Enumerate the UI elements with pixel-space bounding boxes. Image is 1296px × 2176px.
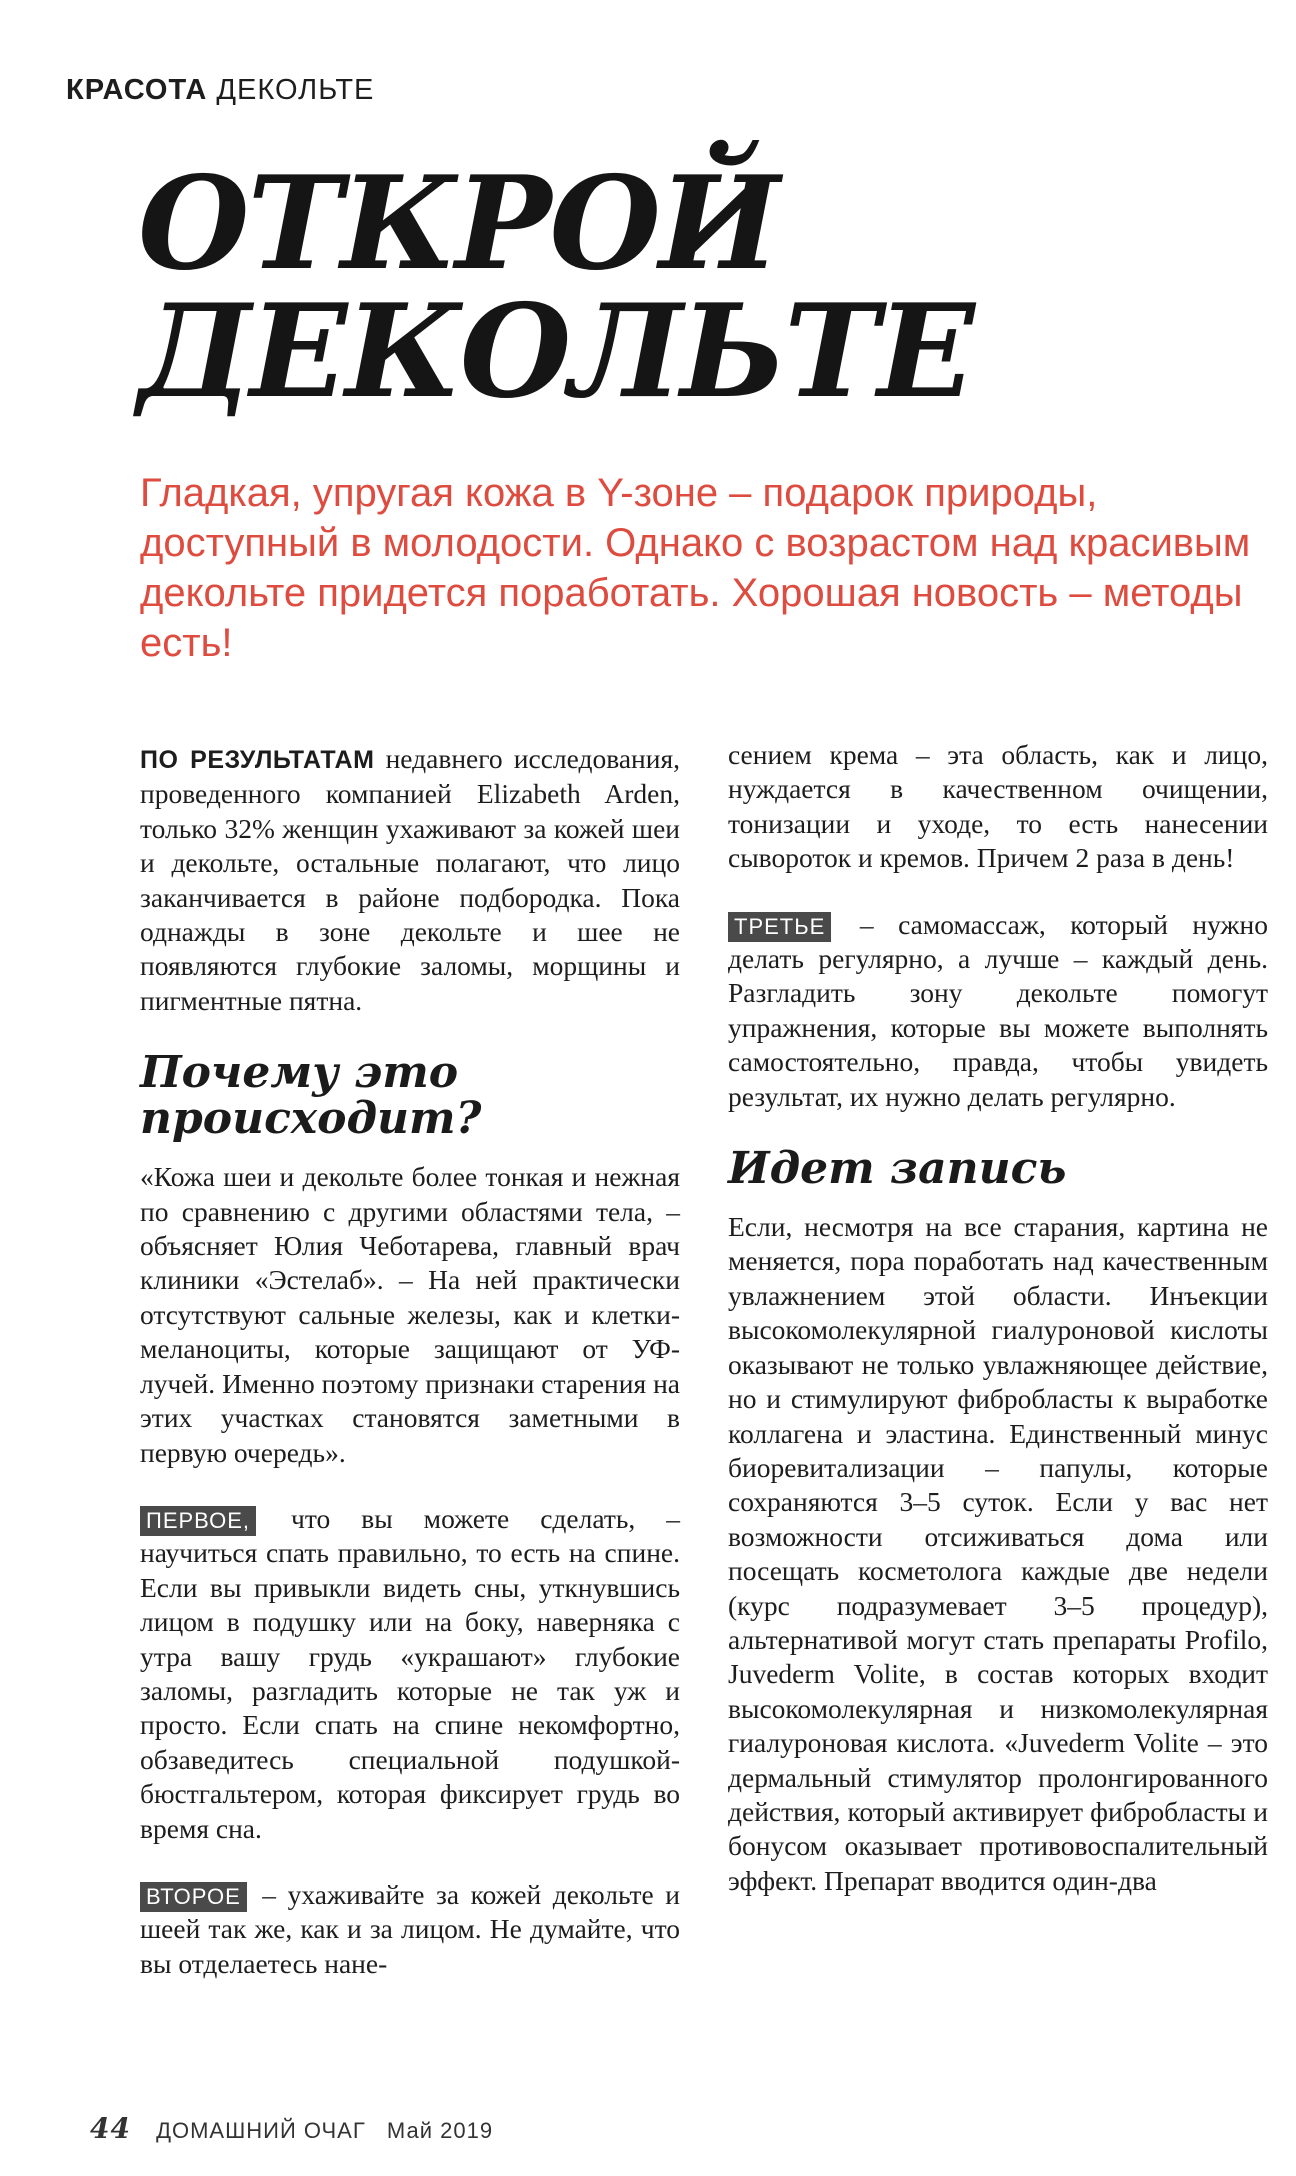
- column-left: [140, 742, 680, 1981]
- intro-paragraph: [140, 742, 680, 1018]
- article-lead: Гладкая, упругая кожа в Y-зоне – подарок природы, доступный в молодости. Однако с возрастом над красивым декольте придется поработать. Хорошая новость – методы есть!: [140, 471, 1251, 665]
- second-tip-continued: сением крема – эта область, как и лицо, нуждается в качественном очищении, тонизации и уходе, то есть нанесении сывороток и кремов. Причем 2 раза в день!: [728, 739, 1268, 874]
- second-tip: [140, 1878, 680, 1981]
- third-text: – самомассаж, который нужно делать регулярно, а лучше – каждый день. Разгладить зону декольте помогут упражнения, которые вы можете выполнять самостоятельно, правда, чтобы увидеть результат, их нужно делать регулярно.: [728, 908, 1268, 1112]
- article-title: [138, 149, 1138, 427]
- subsection-label: ДЕКОЛЬТЕ: [216, 74, 375, 106]
- title-line-2: ДЕКОЛЬТЕ: [138, 277, 973, 427]
- second-tag: ВТОРОЕ: [140, 1882, 247, 1912]
- first-tip: [140, 1502, 680, 1846]
- second-text: – ухаживайте за кожей декольте и шеей так же, как и за лицом. Не думайте, что вы отделаетесь нане-: [140, 1878, 680, 1979]
- third-tag: ТРЕТЬЕ: [728, 912, 831, 942]
- page-footer: [90, 2112, 493, 2145]
- record-paragraph: Если, несмотря на все старания, картина не меняется, пора поработать над качественным увлажнением этой области. Инъекции высокомолекулярной гиалуроновой кислоты оказывают не только увлажняющее действие, но и стимулируют фибробласты к выработке коллагена и эластина. Единственный минус биоревитализации – папулы, которые сохраняются 3–5 суток. Если у вас нет возможности отсиживаться дома или посещать косметолога каждые две недели (курс подразумевает 3–5 процедур), альтернативой могут стать препараты Profilo, Juvederm Volite, в состав которых входит высокомолекулярная и низкомолекулярная гиалуроновая кислота. «Juvederm Volite – это дермальный стимулятор пролонгированного действия, который активирует фибробласты и бонусом оказывает противовоспалительный эффект. Препарат вводится один-два: [728, 1211, 1268, 1896]
- third-tip: [728, 908, 1268, 1114]
- section-rubric: [66, 74, 374, 107]
- column-right: [728, 738, 1268, 1898]
- expert-quote: «Кожа шеи и декольте более тонкая и нежная по сравнению с другими областями тела, – объясняет Юлия Чеботарева, главный врач клиники «Эстелаб». – На ней практически отсутствуют сальные железы, как и клетки-меланоциты, которые защищают от УФ-лучей. Именно поэтому признаки старения на этих участках становятся заметными в первую очередь».: [140, 1161, 680, 1468]
- first-text: что вы можете сделать, – научиться спать правильно, то есть на спине. Если вы привыкли видеть сны, уткнувшись лицом в подушку или на боку, наверняка с утра вашу грудь «украшают» глубокие заломы, разгладить которые не так уж и просто. Если спать на спине некомфортно, обзаведитесь специальной подушкой-бюстгальтером, которая фиксирует грудь во время сна.: [140, 1502, 680, 1844]
- magazine-name: ДОМАШНИЙ ОЧАГ: [156, 2118, 366, 2143]
- first-tag: ПЕРВОЕ,: [140, 1506, 256, 1536]
- intro-leadin: ПО РЕЗУЛЬТАТАМ: [140, 746, 375, 774]
- intro-text: недавнего исследования, проведенного компанией Elizabeth Arden, только 32% женщин ухаживают за кожей шеи и декольте, остальные полагают, что лицо заканчивается в районе подбородка. Пока однажды в зоне декольте и шее не появляются глубокие заломы, морщины и пигментные пятна.: [140, 743, 681, 1016]
- heading-why: Почему это происходит?: [140, 1047, 482, 1145]
- heading-record: Идет запись: [728, 1143, 1067, 1195]
- page-number: 44: [90, 2112, 131, 2145]
- section-label: КРАСОТА: [66, 74, 208, 106]
- issue-date: Май 2019: [386, 2118, 494, 2143]
- title-line-1: ОТКРОЙ: [138, 149, 778, 299]
